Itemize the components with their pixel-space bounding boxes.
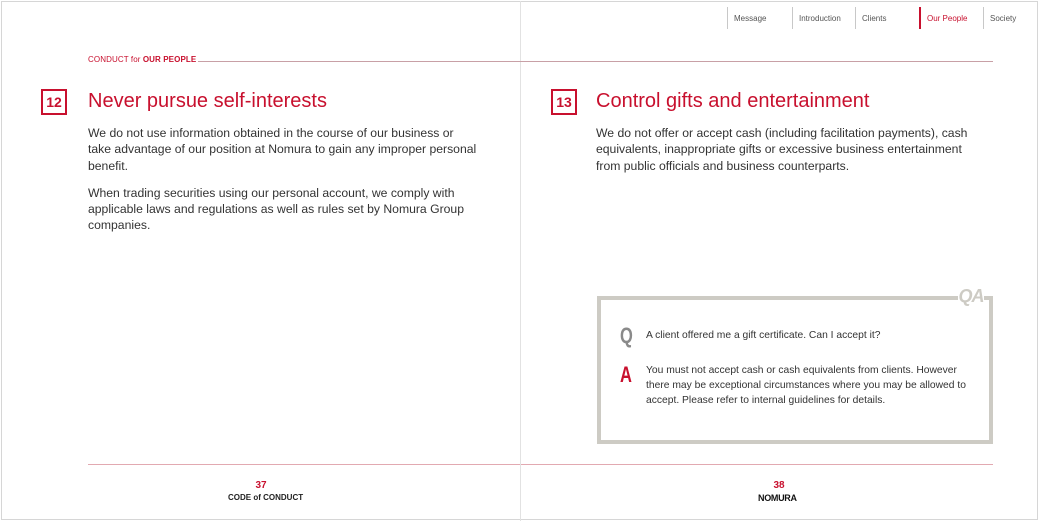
tab-message[interactable]: Message bbox=[727, 7, 791, 29]
section-header-emphasis: OUR PEOPLE bbox=[142, 55, 197, 64]
body-paragraph: We do not offer or accept cash (including facilitation payments), cash equivalents, inappropriate gifts or excessive business entertainment from public officials and business counterparts. bbox=[596, 126, 968, 173]
tab-our-people[interactable]: Our People bbox=[919, 7, 982, 29]
body-paragraph: When trading securities using our personal account, we comply with applicable laws and regulations as well as rules set by Nomura Group companies. bbox=[88, 185, 464, 233]
footer-title: CODE of CONDUCT bbox=[228, 493, 304, 502]
section-body bbox=[88, 125, 478, 245]
section-title: Never pursue self-interests bbox=[88, 90, 327, 112]
section-body bbox=[596, 125, 986, 185]
tab-introduction[interactable]: Introduction bbox=[792, 7, 854, 29]
brand-logo: NOMURA bbox=[758, 493, 797, 503]
page-spine bbox=[520, 1, 521, 521]
tab-clients[interactable]: Clients bbox=[855, 7, 915, 29]
answer-letter: A bbox=[620, 362, 632, 387]
section-header-prefix: CONDUCT for bbox=[88, 55, 141, 64]
footer-rule-left bbox=[88, 464, 520, 465]
page-number-left: 37 bbox=[255, 480, 267, 491]
section-title: Control gifts and entertainment bbox=[596, 90, 870, 112]
answer-text: You must not accept cash or cash equivalents from clients. However there may be exceptional circumstances where you may be allowed to accept. Please refer to internal guidelines for details. bbox=[646, 365, 966, 406]
question-letter: Q bbox=[620, 323, 633, 348]
section-header bbox=[88, 55, 196, 64]
header-rule bbox=[198, 61, 993, 62]
section-number-badge: 13 bbox=[551, 89, 577, 115]
question-text: A client offered me a gift certificate. Can I accept it? bbox=[646, 330, 881, 341]
qa-icon: QA bbox=[958, 286, 984, 306]
footer-rule-right bbox=[521, 464, 993, 465]
body-paragraph: We do not use information obtained in the course of our business or take advantage of our position at Nomura to gain any improper personal benefit. bbox=[88, 126, 477, 173]
section-number-badge: 12 bbox=[41, 89, 67, 115]
tab-society[interactable]: Society bbox=[983, 7, 1033, 29]
page-number-right: 38 bbox=[773, 480, 785, 491]
